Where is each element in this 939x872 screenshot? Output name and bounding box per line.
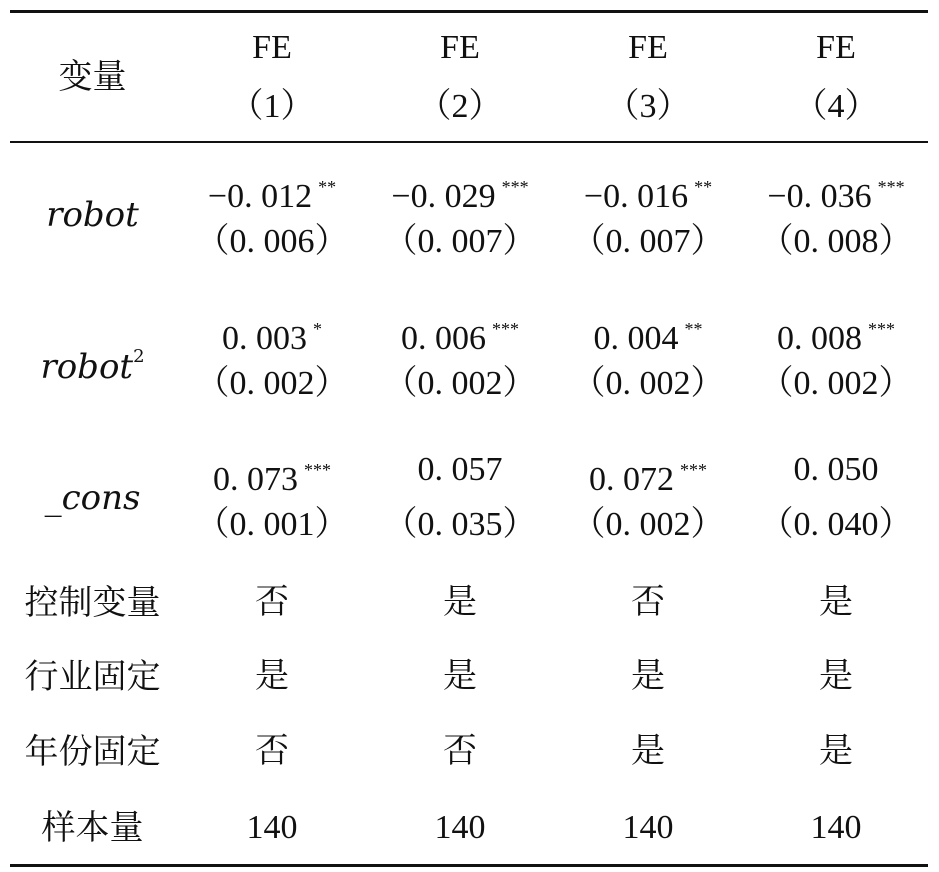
robot2-se-1: （0. 002） [195, 365, 349, 402]
robot-coef-2: −0. 029 *** [391, 177, 529, 215]
table-header-rule [10, 141, 928, 143]
cons-se-1: （0. 001） [195, 506, 349, 543]
row-label-robot: robot [46, 195, 139, 235]
robot-coef-3: −0. 016 ** [583, 177, 713, 215]
col2-number: （2） [417, 88, 503, 125]
sample-size-3: 140 [622, 809, 674, 846]
robot-se-3: （0. 007） [571, 223, 725, 260]
cons-coef-1: 0. 073 *** [213, 460, 331, 498]
cons-coef-2: 0. 057 [417, 451, 503, 488]
significance-stars: ** [318, 177, 337, 197]
cons-coef-3: 0. 072 *** [589, 460, 707, 498]
cons-se-4: （0. 040） [759, 506, 913, 543]
col1-number: （1） [229, 88, 315, 125]
robot2-se-4: （0. 002） [759, 365, 913, 402]
col4-model: FE [816, 29, 856, 66]
significance-stars: *** [680, 460, 707, 480]
year-fe-3: 是 [631, 733, 665, 770]
sample-size-1: 140 [246, 809, 298, 846]
row-label-robot-squared: robot$^2$ [40, 346, 145, 387]
row-label-year-fe: 年份固定 [24, 732, 161, 772]
header-variable-label: 变量 [58, 57, 127, 97]
robot-coef-4: −0. 036 *** [767, 177, 905, 215]
significance-stars: ** [684, 319, 703, 339]
row-label-industry-fe: 行业固定 [24, 657, 161, 697]
col1-model: FE [252, 29, 292, 66]
cons-se-2: （0. 035） [383, 506, 537, 543]
col2-model: FE [440, 29, 480, 66]
significance-stars: * [313, 319, 322, 339]
superscript-exponent: 2 [133, 346, 145, 367]
col3-model: FE [628, 29, 668, 66]
robot-se-2: （0. 007） [383, 223, 537, 260]
table-bottom-rule [10, 864, 928, 867]
robot-se-1: （0. 006） [195, 223, 349, 260]
significance-stars: *** [877, 177, 905, 197]
row-label-sample-size: 样本量 [41, 808, 144, 848]
controls-4: 是 [819, 584, 853, 621]
table-top-rule [10, 10, 928, 13]
col3-number: （3） [605, 88, 691, 125]
robot2-se-2: （0. 002） [383, 365, 537, 402]
controls-1: 否 [255, 584, 289, 621]
industry-fe-3: 是 [631, 658, 665, 695]
robot2-coef-1: 0. 003 * [222, 319, 322, 357]
significance-stars: *** [868, 319, 895, 339]
row-label-controls: 控制变量 [24, 583, 161, 623]
robot2-coef-3: 0. 004 ** [593, 319, 703, 357]
cons-se-3: （0. 002） [571, 506, 725, 543]
col4-number: （4） [793, 88, 879, 125]
year-fe-1: 否 [255, 733, 289, 770]
significance-stars: *** [492, 319, 519, 339]
significance-stars: ** [694, 177, 713, 197]
significance-stars: *** [501, 177, 529, 197]
controls-3: 否 [631, 584, 665, 621]
cons-coef-4: 0. 050 [793, 451, 879, 488]
sample-size-2: 140 [434, 809, 486, 846]
robot2-se-3: （0. 002） [571, 365, 725, 402]
robot-coef-1: −0. 012 ** [207, 177, 337, 215]
year-fe-4: 是 [819, 733, 853, 770]
robot-se-4: （0. 008） [759, 223, 913, 260]
significance-stars: *** [304, 460, 331, 480]
year-fe-2: 否 [443, 733, 477, 770]
row-label-cons: _cons [44, 478, 141, 518]
sample-size-4: 140 [810, 809, 862, 846]
industry-fe-1: 是 [255, 658, 289, 695]
industry-fe-4: 是 [819, 658, 853, 695]
industry-fe-2: 是 [443, 658, 477, 695]
robot2-coef-4: 0. 008 *** [777, 319, 895, 357]
robot2-coef-2: 0. 006 *** [401, 319, 519, 357]
controls-2: 是 [443, 584, 477, 621]
